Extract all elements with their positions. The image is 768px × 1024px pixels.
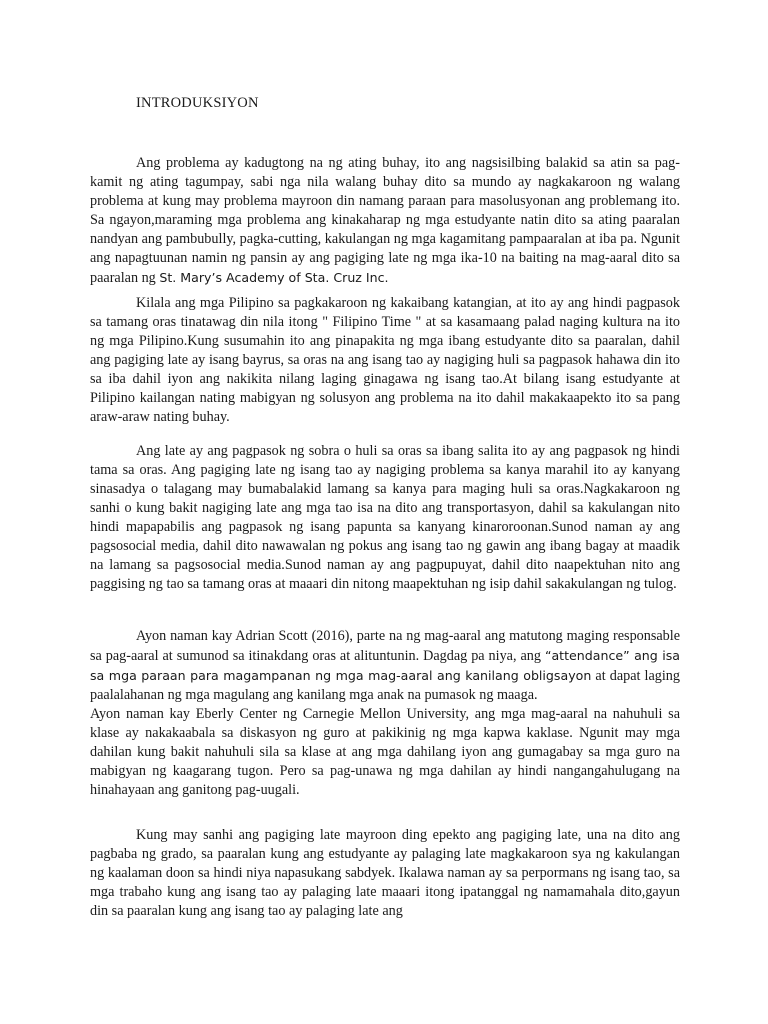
paragraph-6: Kung may sanhi ang pagiging late mayroon ding epekto ang pagiging late, una na dito ang pagbaba ng grado, sa paaralan kung ang estudyante ay palaging late magkakaroon sya ng kakulangan ng kaalaman doon sa hindi niya napasukang sabdyek. Ikalawa naman ay sa perpormans ng isang tao, sa mga trabaho kung ang isang tao ay palaging late maaari itong ipatanggal ng namamahala dito,gayun din sa paaralan kung ang isang tao ay palaging late ang	[90, 827, 680, 919]
document-heading: INTRODUKSIYON	[136, 95, 259, 111]
paragraph-4	[90, 627, 680, 705]
paragraph-1-text: Ang problema ay kadugtong na ng ating buhay, ito ang nagsisilbing balakid sa atin sa pag-kamit ng ating tagumpay, sabi nga nila walang buhay dito sa mundo ay nagkakaroon ng walang problema at kung may problema mayroon din namang paraan para masolusyonan ang problemang ito. Sa ngayon,maraming mga problema ang kinakaharap ng mga estudyante natin dito sa ating paaralan nandyan ang pambubully, pagka-cutting, kakulangan ng mga kagamitang pampaaralan at iba pa. Ngunit ang napagtuunan namin ng pansin ay ang pagiging late ng mga ika-10 na baiting na mag-aaral dito sa paaralan ng	[90, 155, 680, 286]
paragraph-2: Kilala ang mga Pilipino sa pagkakaroon ng kakaibang katangian, at ito ay ang hindi pagpasok sa tamang oras tinatawag din nila itong " Filipino Time " at sa kasamaang palad naging kultura na ito ng mga Pilipino.Kung susumahin ito ang pinapakita ng mga ibang estudyante dito sa paaralan, dahil ang pagiging late ay isang bayrus, sa oras na ang isang tao ay nagiging huli sa pagpasok hahawa din ito sa iba dahil iyon ang nakikita nilang laging ginagawa ng isang tao.At bilang isang estudyante at Pilipino kailangan nating mabigyan ng solusyon ang problema na ito dahil makakaapekto ito sa pang araw-araw nating buhay.	[90, 295, 680, 425]
paragraph-1-school-name: St. Mary’s Academy of Sta. Cruz Inc.	[159, 270, 389, 285]
document-page	[90, 0, 680, 1024]
paragraph-3: Ang late ay ang pagpasok ng sobra o huli sa oras sa ibang salita ito ay ang pagpasok ng hindi tama sa oras. Ang pagiging late ng isang tao ay nagiging problema sa kanya marahil ito ay kanyang sinasadya o talagang may bumabalakid lamang sa kanya para maging huli sa oras.Nagkakaroon ng sanhi o kung bakit nagiging late ang mga tao isa na dito ang transportasyon, dahil sa kakulangan nito hindi mapapabilis ang pagpasok ng isang papunta sa kanyang kinaroroonan.Sunod naman ay ang pagsosocial media, dahil dito nawawalan ng pokus ang isang tao ng gawin ang ibang bagay at maadik na lamang sa pagsosocial media.Sunod naman ay ang pagpupuyat, dahil dito naapektuhan nito ang paggising ng tao sa tamang oras at maaari din nitong maapektuhan ng isip dahil sakakulangan ng tulog.	[90, 443, 680, 592]
paragraph-4-text: Ayon naman kay Adrian Scott (2016), parte na ng mag-aaral ang matutong maging responsable sa pag-aaral at sumunod sa itinakdang oras at alituntunin. Dagdag pa niya, ang	[90, 628, 680, 664]
paragraph-4-sans-segment: “attendance” ang isa sa mga paraan para magampanan ng mga mag-aaral ang kanilang obligsayon	[90, 648, 680, 683]
paragraph-4-tail: at dapat laging paalalahanan ng mga magulang ang kanilang mga anak na pumasok ng maaga.	[90, 668, 680, 703]
paragraph-5: Ayon naman kay Eberly Center ng Carnegie Mellon University, ang mga mag-aaral na nahuhuli sa klase ay nakakaabala sa diskasyon ng guro at pakikinig ng mga kapwa kaklase. Ngunit may mga dahilan kung bakit nahuhuli sila sa klase at ang mga dahilang iyon ang gumagabay sa mga guro na mabigyan ng kaagarang tugon. Pero sa pag-unawa ng mga dahilan ay hindi nangangahulugang na hinahayaan ang ganitong pag-uugali.	[90, 706, 680, 798]
paragraph-1	[90, 154, 680, 288]
